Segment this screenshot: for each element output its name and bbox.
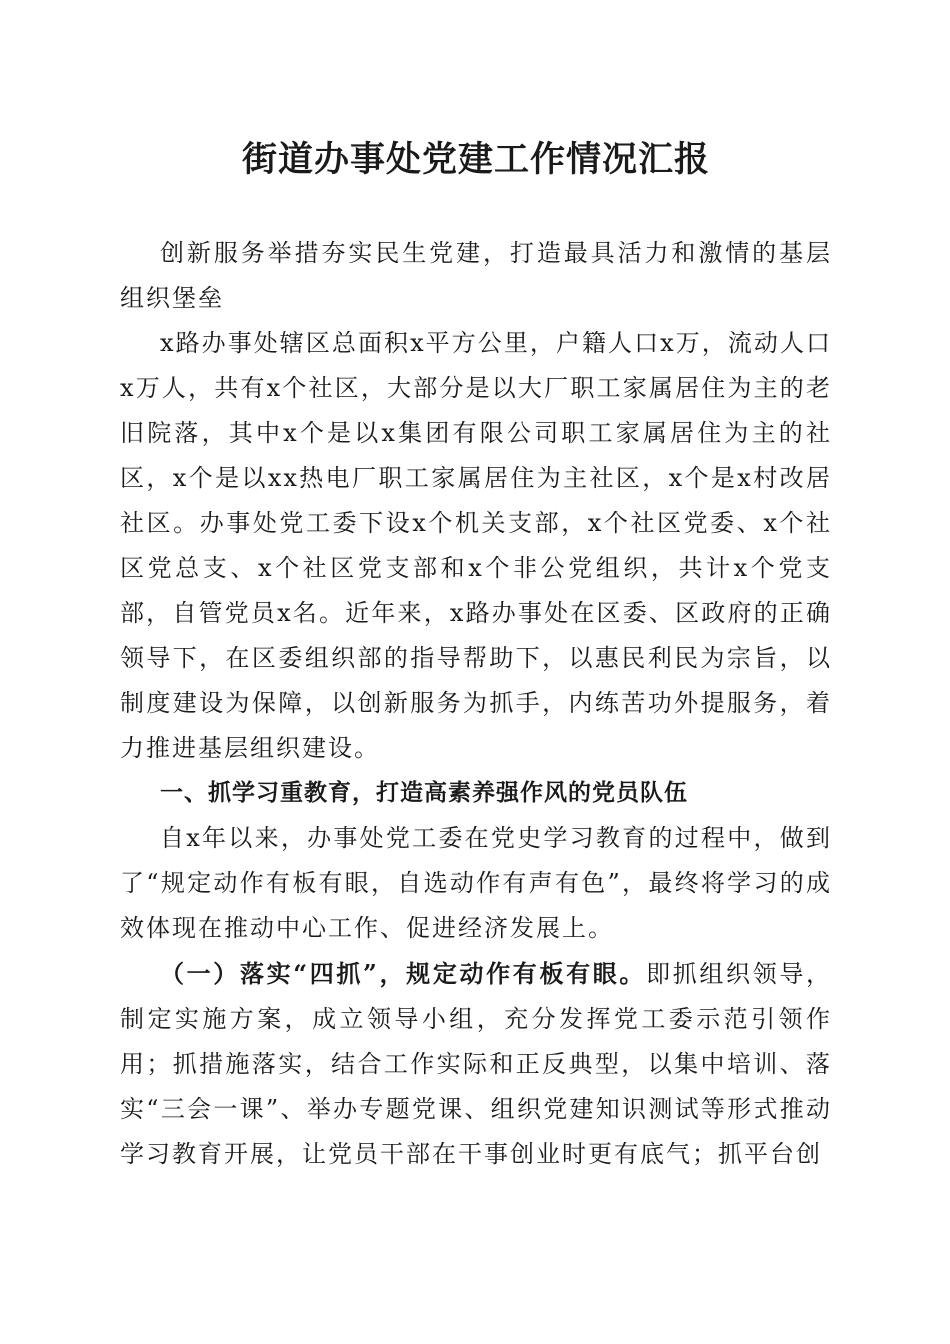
section-heading-1: 一、抓学习重教育，打造高素养强作风的党员队伍 bbox=[160, 780, 688, 806]
document-page bbox=[120, 0, 832, 1344]
section-1-intro-paragraph: 自x年以来，办事处党工委在党史学习教育的过程中，做到了“规定动作有板有眼，自选动作有声有色”，最终将学习的成效体现在推动中心工作、促进经济发展上。 bbox=[120, 824, 832, 942]
subtitle-paragraph: 创新服务举措夯实民生党建，打造最具活力和激情的基层组织堡垒 bbox=[120, 239, 832, 312]
overview-paragraph: x路办事处辖区总面积x平方公里，户籍人口x万，流动人口x万人，共有x个社区，大部分是以大厂职工家属居住为主的老旧院落，其中x个是以x集团有限公司职工家属居住为主的社区，x个是以xx热电厂职工家属居住为主社区，x个是x村改居社区。办事处党工委下设x个机关支部，x个社区党委、x个社区党总支、x个社区党支部和x个非公党组织，共计x个党支部，自管党员x名。近年来，x路办事处在区委、区政府的正确领导下，在区委组织部的指导帮助下，以惠民利民为宗旨，以制度建设为保障，以创新服务为抓手，内练苦功外提服务，着力推进基层组织建设。 bbox=[120, 329, 832, 762]
subsection-1-paragraph bbox=[120, 951, 832, 1177]
subsection-1-text: 即抓组织领导，制定实施方案，成立领导小组，充分发挥党工委示范引领作用；抓措施落实，结合工作实际和正反典型，以集中培训、落实“三会一课”、举办专题党课、组织党建知识测试等形式推动学习教育开展，让党员干部在干事创业时更有底气；抓平台创 bbox=[120, 960, 833, 1168]
document-body bbox=[120, 231, 832, 1177]
subsection-1-heading: （一）落实“四抓”，规定动作有板有眼。 bbox=[160, 959, 647, 988]
document-title: 街道办事处党建工作情况汇报 bbox=[241, 139, 710, 180]
